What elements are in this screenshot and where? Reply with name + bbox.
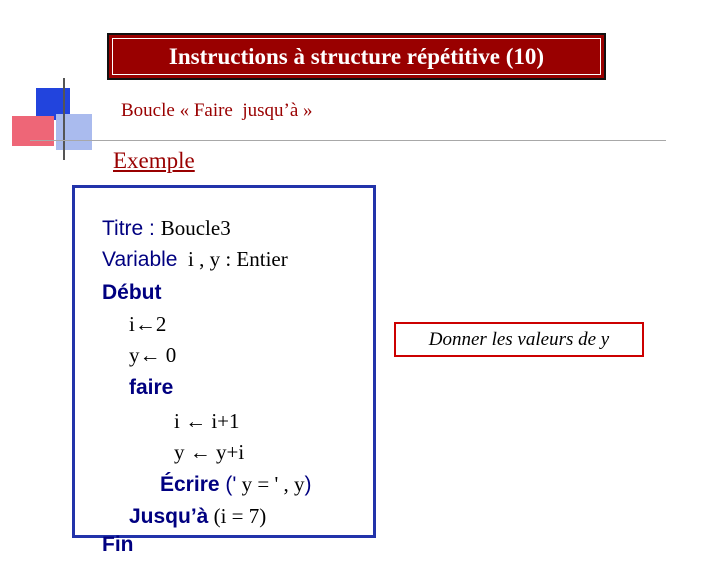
fin-keyword: Fin [102,533,134,556]
arrow-icon: ← [189,440,211,464]
update-y-var: y [174,440,185,464]
update-i-var: i [174,409,180,433]
algorithm-box [72,185,376,556]
deco-horizontal-line [30,140,666,141]
titre-label: Titre : [102,217,161,240]
ecrire-paren: ) [304,473,312,496]
faire-keyword: faire [129,376,174,399]
variable-value: i , y : Entier [177,247,288,271]
update-i-value: i+1 [211,409,240,433]
titre-value: Boucle3 [160,216,231,240]
deco-light-blue-square [56,114,92,150]
deco-pink-square [12,116,54,146]
arrow-icon: ← [139,343,161,367]
update-y-value: y+i [216,440,245,464]
arrow-icon: ← [185,409,207,433]
ecrire-open: (' [219,473,237,496]
section-heading: Exemple [113,148,195,173]
variable-label: Variable [102,248,178,271]
debut-keyword: Début [102,281,162,304]
arrow-icon: ← [134,312,156,336]
assign-y-var: y [129,343,140,367]
ecrire-text: y = [236,472,275,496]
jusqua-keyword: Jusqu’à [129,505,209,528]
assign-i-value: 2 [155,312,167,336]
code-line-fin [81,513,134,576]
assign-i-var: i [129,312,135,336]
ecrire-close: ' , y [274,472,305,496]
slide-subtitle: Boucle « Faire jusqu’à » [121,100,313,121]
ecrire-keyword: Écrire [160,473,220,496]
slide-title: Instructions à structure répétitive (10) [112,38,601,75]
assign-y-value: 0 [165,343,177,367]
deco-vertical-line [63,78,65,160]
jusqua-condition: (i = 7) [208,504,267,528]
instruction-note: Donner les valeurs de y [394,322,644,357]
slide-title-box [107,33,606,80]
